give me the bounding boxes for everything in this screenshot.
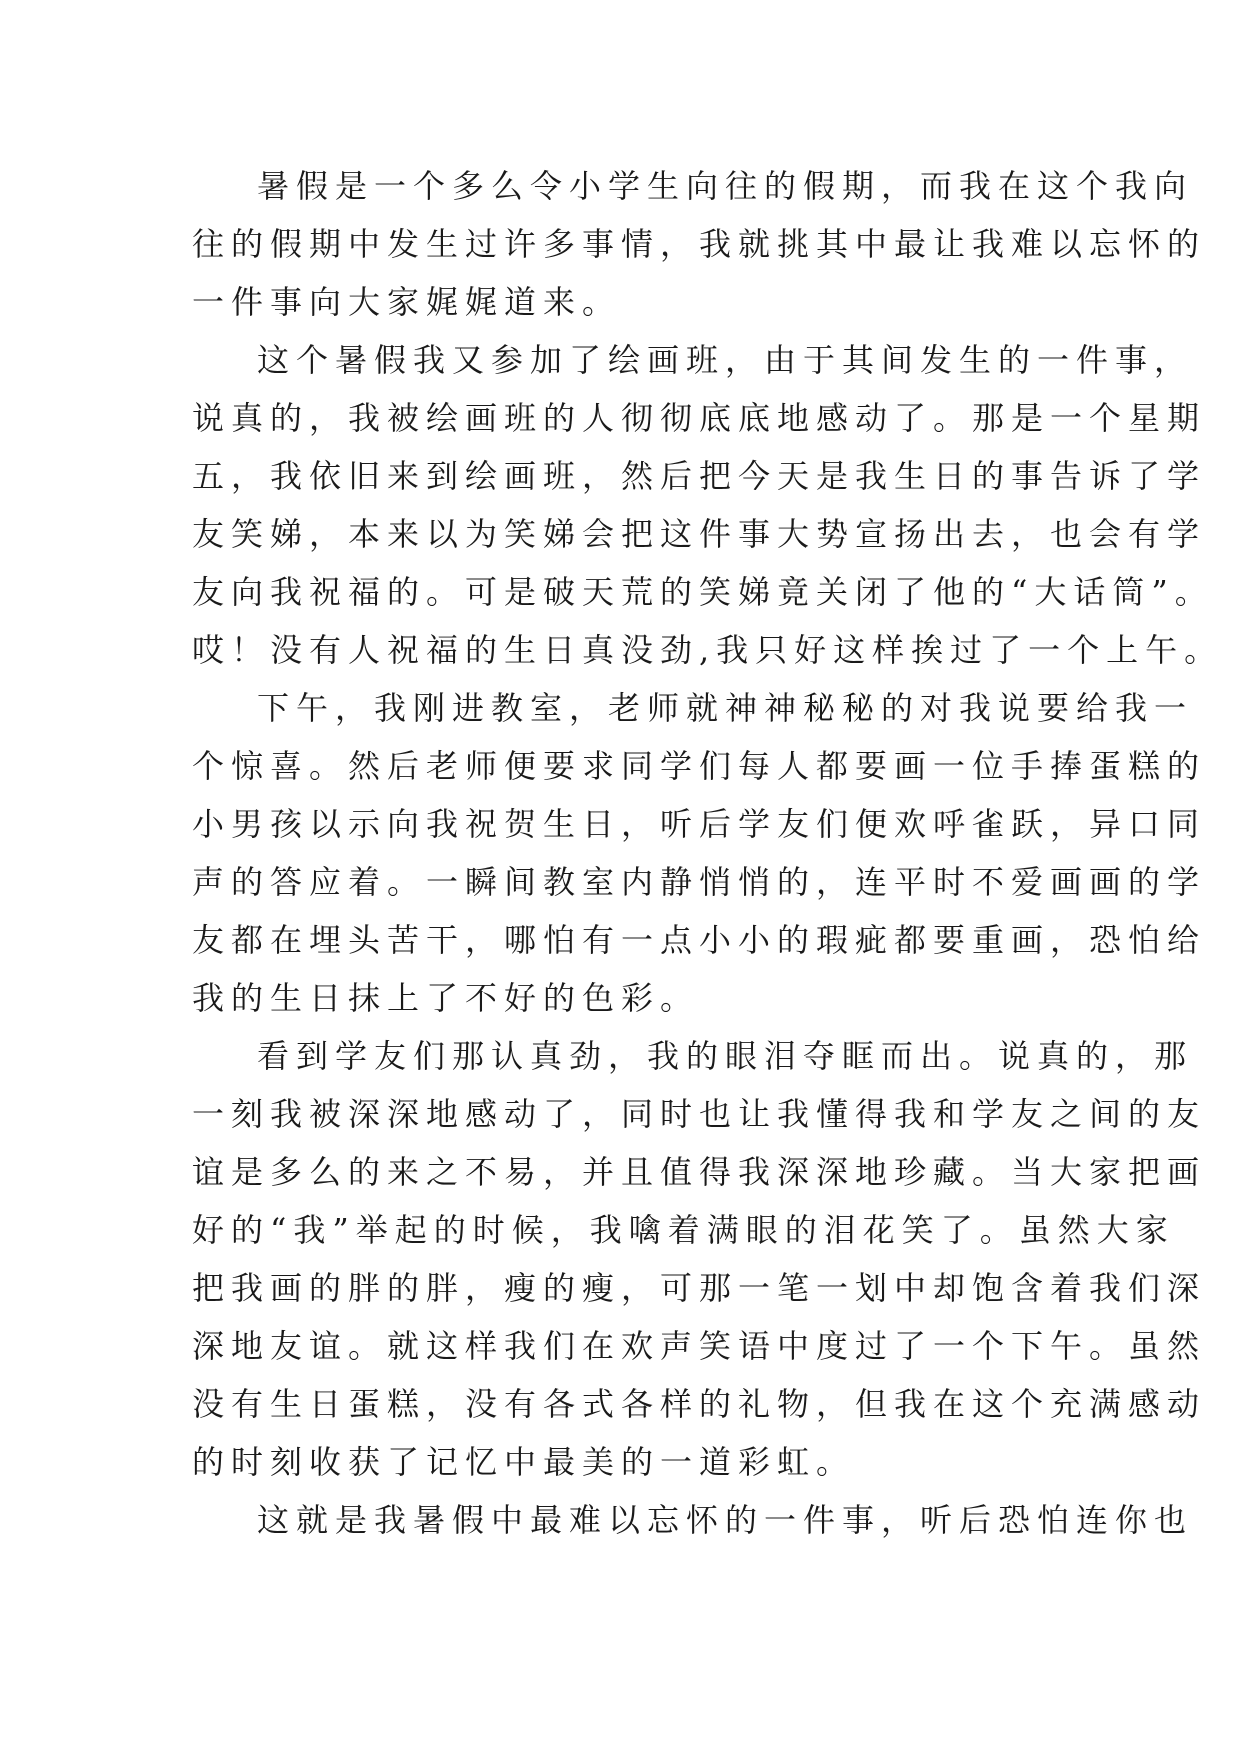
paragraph-2-line-6: 哎！没有人祝福的生日真没劲,我只好这样挨过了一个上午。 [192, 631, 1224, 669]
paragraph-3-line-6: 我的生日抹上了不好的色彩。 [192, 979, 700, 1017]
paragraph-2-line-2: 说真的，我被绘画班的人彻彻底底地感动了。那是一个星期 [192, 399, 1207, 437]
paragraph-3-line-2: 个惊喜。然后老师便要求同学们每人都要画一位手捧蛋糕的 [192, 747, 1207, 785]
paragraph-4-line-8: 的时刻收获了记忆中最美的一道彩虹。 [192, 1443, 856, 1481]
paragraph-4-line-4: 好的“我”举起的时候，我噙着满眼的泪花笑了。虽然大家 [192, 1211, 1175, 1249]
paragraph-2-line-1: 这个暑假我又参加了绘画班，由于其间发生的一件事， [257, 341, 1194, 379]
paragraph-4-line-6: 深地友谊。就这样我们在欢声笑语中度过了一个下午。虽然 [192, 1327, 1207, 1365]
paragraph-4-line-5: 把我画的胖的胖，瘦的瘦，可那一笔一划中却饱含着我们深 [192, 1269, 1207, 1307]
paragraph-1-line-3: 一件事向大家娓娓道来。 [192, 283, 622, 321]
paragraph-1-line-2: 往的假期中发生过许多事情，我就挑其中最让我难以忘怀的 [192, 225, 1207, 263]
paragraph-4-line-1: 看到学友们那认真劲，我的眼泪夺眶而出。说真的，那 [257, 1037, 1194, 1075]
paragraph-3-line-5: 友都在埋头苦干，哪怕有一点小小的瑕疵都要重画，恐怕给 [192, 921, 1207, 959]
paragraph-5-line-1: 这就是我暑假中最难以忘怀的一件事，听后恐怕连你也 [257, 1501, 1194, 1539]
paragraph-4-line-3: 谊是多么的来之不易，并且值得我深深地珍藏。当大家把画 [192, 1153, 1207, 1191]
paragraph-2-line-4: 友笑娣，本来以为笑娣会把这件事大势宣扬出去，也会有学 [192, 515, 1207, 553]
paragraph-1-line-1: 暑假是一个多么令小学生向往的假期，而我在这个我向 [257, 167, 1194, 205]
paragraph-4-line-7: 没有生日蛋糕，没有各式各样的礼物，但我在这个充满感动 [192, 1385, 1207, 1423]
paragraph-3-line-1: 下午，我刚进教室，老师就神神秘秘的对我说要给我一 [257, 689, 1194, 727]
paragraph-3-line-3: 小男孩以示向我祝贺生日，听后学友们便欢呼雀跃，异口同 [192, 805, 1207, 843]
paragraph-2-line-3: 五，我依旧来到绘画班，然后把今天是我生日的事告诉了学 [192, 457, 1207, 495]
paragraph-3-line-4: 声的答应着。一瞬间教室内静悄悄的，连平时不爱画画的学 [192, 863, 1207, 901]
paragraph-4-line-2: 一刻我被深深地感动了，同时也让我懂得我和学友之间的友 [192, 1095, 1207, 1133]
paragraph-2-line-5: 友向我祝福的。可是破天荒的笑娣竟关闭了他的“大话筒”。 [192, 573, 1214, 611]
